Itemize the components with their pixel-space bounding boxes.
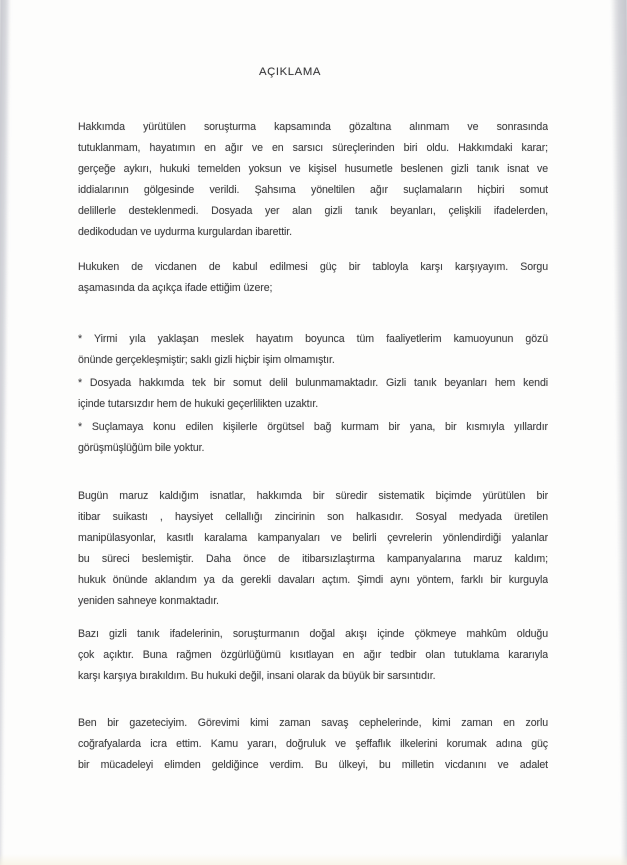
text-line: gerçeğe aykırı, hukuki temelden yoksun ve kişisel husumetle beslenen gizli tanık isnat ve (78, 163, 548, 175)
statement-body (78, 0, 548, 776)
text-line: bir mücadeleyi elimden geldiğince verdim. Bu ülkeyi, bu milletin vicdanını ve adalet (78, 759, 548, 771)
text-line: içinde tutarsızdır hem de hukuki geçerlilikten uzaktır. (78, 398, 319, 410)
bullet-no-evidence (78, 373, 548, 415)
bullet-no-ties (78, 417, 548, 459)
text-line: yeniden sahneye konmaktadır. (78, 595, 219, 607)
paragraph-smear-campaign (78, 486, 548, 612)
text-line: Ben bir gazeteciyim. Görevimi kimi zaman savaş cephelerinde, kimi zaman en zorlu (78, 717, 548, 729)
text-line: karşı karşıya bırakıldım. Bu hukuki değil, insani olarak da büyük bir sarsıntıdır. (78, 670, 436, 682)
page-right-edge-shadow (610, 0, 627, 865)
text-line: çok açıktır. Buna rağmen özgürlüğümü kısıtlayan en ağır tedbir olan tutuklama kararıyla (78, 649, 548, 661)
text-line: dedikodudan ve uydurma kurgulardan ibarettir. (78, 226, 292, 238)
text-line: manipülasyonlar, kasıtlı karalama kampanyaları ve belirli çevrelerin yönlendirdiği yalanlar (78, 532, 548, 544)
text-line: * Dosyada hakkımda tek bir somut delil bulunmamaktadır. Gizli tanık beyanları hem kendi (78, 377, 548, 389)
text-line: Bugün maruz kaldığım isnatlar, hakkımda bir süredir sistematik biçimde yürütülen bir (78, 490, 548, 502)
bullet-career (78, 329, 548, 371)
page-left-edge-shadow (0, 0, 11, 865)
text-line: Hukuken de vicdanen de kabul edilmesi güç bir tabloyla karşı karşıyayım. Sorgu (78, 261, 548, 273)
text-line: * Yirmi yıla yaklaşan meslek hayatım boyunca tüm faaliyetlerim kamuoyunun gözü (78, 333, 548, 345)
paragraph-journalist (78, 713, 548, 776)
text-line: coğrafyalarda icra ettim. Kamu yararı, doğruluk ve şeffaflık ilkelerini korumak adına güç (78, 738, 548, 750)
text-line: görüşmüşlüğüm bile yoktur. (78, 442, 205, 454)
text-line: itibar suikastı , haysiyet cellallığı zincirinin son halkasıdır. Sosyal medyada üretilen (78, 511, 548, 523)
text-line: hukuk önünde aklandım ya da gerekli davaları açtım. Şimdi aynı yöntem, farklı bir kurguyla (78, 574, 548, 586)
text-line: delillerle desteklenmedi. Dosyada yer alan gizli tanık beyanları, çelişkili ifadelerden, (78, 205, 548, 217)
text-line: iddialarının gölgesinde verildi. Şahsıma yöneltilen ağır suçlamaların hiçbiri somut (78, 184, 548, 196)
text-line: Bazı gizli tanık ifadelerinin, soruşturmanın doğal akışı içinde çökmeye mahkûm olduğu (78, 628, 548, 640)
paragraph-detention (78, 624, 548, 687)
text-line: aşamasında da açıkça ifade ettiğim üzere; (78, 282, 273, 294)
text-line: tutuklanmam, hayatımın en ağır ve en sarsıcı süreçlerinden biri oldu. Hakkımdaki karar; (78, 142, 548, 154)
text-line: * Suçlamaya konu edilen kişilerle örgütsel bağ kurmam bir yana, bir kısmıyla yıllardır (78, 421, 548, 433)
photo-bottom-tint (0, 854, 627, 865)
document-title: AÇIKLAMA (259, 66, 321, 78)
text-line: Hakkımda yürütülen soruşturma kapsamında gözaltına alınmam ve sonrasında (78, 121, 548, 133)
text-line: bu süreci beslemiştir. Daha önce de itibarsızlaştırma kampanyalarına maruz kaldım; (78, 553, 548, 565)
paragraph-intro (78, 117, 548, 243)
paragraph-legal-conscience (78, 257, 548, 299)
text-line: önünde gerçekleşmiştir; saklı gizli hiçbir işim olmamıştır. (78, 354, 335, 366)
